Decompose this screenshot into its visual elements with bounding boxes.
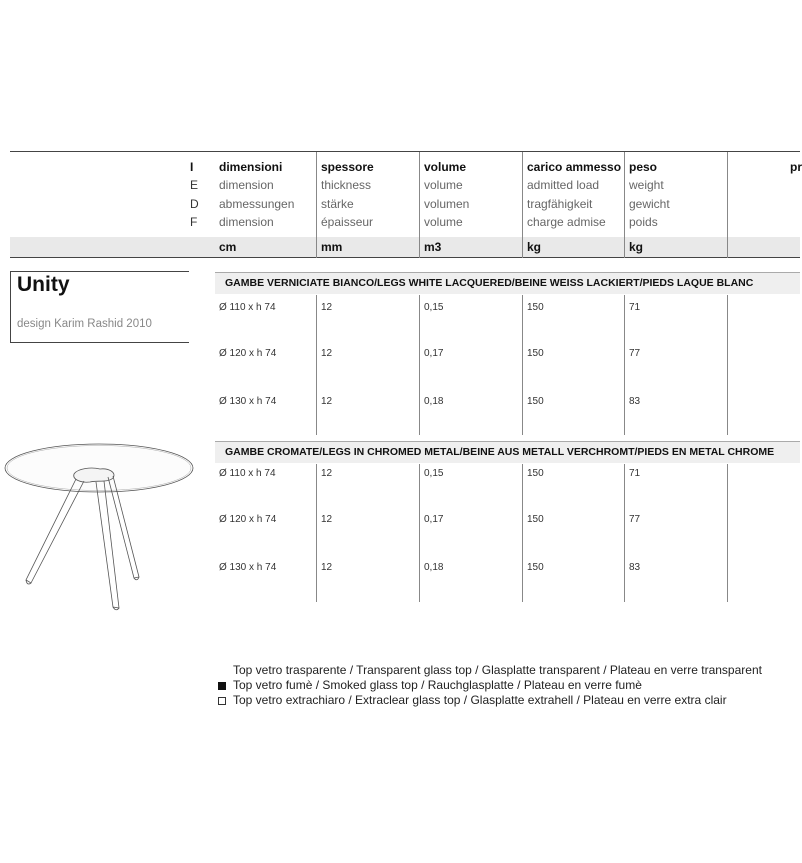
column-separator xyxy=(624,464,625,602)
header-col-dimensions xyxy=(219,158,294,231)
header-separator xyxy=(419,152,420,258)
header-label: épaisseur xyxy=(321,214,374,229)
cell-load: 150 xyxy=(527,348,544,359)
filled-square-icon xyxy=(218,682,226,690)
header-label: dimensioni xyxy=(219,160,283,174)
legend-item-extraclear xyxy=(218,693,762,708)
cell-volume: 0,17 xyxy=(424,514,444,525)
header-label: poids xyxy=(629,214,658,229)
product-name: Unity xyxy=(17,273,70,296)
cell-thickness: 12 xyxy=(321,514,333,525)
cell-dimensions: Ø 120 x h 74 xyxy=(219,514,277,525)
cell-weight: 77 xyxy=(629,514,641,525)
lang-code-fr: F xyxy=(190,214,198,229)
cell-dimensions: Ø 110 x h 74 xyxy=(219,468,276,479)
header-label: admitted load xyxy=(527,178,600,193)
header-label: peso xyxy=(629,160,658,174)
header-label: gewicht xyxy=(629,196,670,211)
cell-weight: 71 xyxy=(629,302,641,313)
cell-weight: 83 xyxy=(629,396,641,407)
lang-code-de: D xyxy=(190,196,199,211)
header-label: volume xyxy=(424,214,463,229)
column-separator xyxy=(727,464,728,602)
legend-item-smoked xyxy=(218,678,762,693)
cell-volume: 0,18 xyxy=(424,562,444,573)
language-codes xyxy=(190,158,202,231)
header-label: dimension xyxy=(219,178,274,193)
legend-item-transparent xyxy=(218,663,762,678)
cell-thickness: 12 xyxy=(321,562,333,573)
glass-options-legend xyxy=(218,663,762,708)
header-separator xyxy=(316,152,317,258)
header-col-load xyxy=(527,158,621,231)
cell-load: 150 xyxy=(527,302,544,313)
header-separator xyxy=(624,152,625,258)
cell-volume: 0,17 xyxy=(424,348,444,359)
column-separator xyxy=(419,295,420,435)
header-col-thickness xyxy=(321,158,374,231)
cell-thickness: 12 xyxy=(321,302,333,313)
units-band xyxy=(10,237,800,258)
cell-weight: 77 xyxy=(629,348,641,359)
header-label: dimension xyxy=(219,214,274,229)
header-label: volume xyxy=(424,178,463,193)
lang-code-en: E xyxy=(190,178,199,193)
cell-thickness: 12 xyxy=(321,396,333,407)
lang-code-it: I xyxy=(190,160,194,174)
header-label: weight xyxy=(629,178,664,193)
header-label: tragfähigkeit xyxy=(527,196,593,211)
header-label: stärke xyxy=(321,196,354,211)
header-separator xyxy=(727,152,728,258)
header-label: spessore xyxy=(321,160,374,174)
cell-volume: 0,15 xyxy=(424,468,444,479)
cell-load: 150 xyxy=(527,562,544,573)
legend-text: Top vetro extrachiaro / Extraclear glass top / Glasplatte extrahell / Plateau en verre extra clair xyxy=(233,693,727,707)
header-separator xyxy=(522,152,523,258)
cell-dimensions: Ø 120 x h 74 xyxy=(219,348,277,359)
unit-weight: kg xyxy=(629,240,644,254)
column-separator xyxy=(419,464,420,602)
round-glass-table-illustration xyxy=(0,430,205,615)
cell-volume: 0,15 xyxy=(424,302,444,313)
header-label: charge admise xyxy=(527,214,606,229)
column-separator xyxy=(316,464,317,602)
product-designer: design Karim Rashid 2010 xyxy=(17,318,152,330)
column-separator xyxy=(624,295,625,435)
column-separator xyxy=(316,295,317,435)
legend-text: Top vetro trasparente / Transparent glass top / Glasplatte transparent / Plateau en verre transparent xyxy=(233,663,762,677)
header-label: volumen xyxy=(424,196,470,211)
section-title-white-lacquered: GAMBE VERNICIATE BIANCO/LEGS WHITE LACQUERED/BEINE WEISS LACKIERT/PIEDS LAQUE BLANC xyxy=(225,277,754,289)
column-separator xyxy=(522,295,523,435)
cell-dimensions: Ø 110 x h 74 xyxy=(219,302,276,313)
cell-weight: 71 xyxy=(629,468,641,479)
header-label-cutoff: pr xyxy=(790,160,802,174)
unit-volume: m3 xyxy=(424,240,442,254)
header-col-volume xyxy=(424,158,469,231)
header-label: carico ammesso xyxy=(527,160,622,174)
header-col-cutoff xyxy=(790,158,802,176)
column-separator xyxy=(522,464,523,602)
cell-dimensions: Ø 130 x h 74 xyxy=(219,396,277,407)
empty-square-icon xyxy=(218,697,226,705)
legend-blank-marker xyxy=(218,667,226,675)
header-label: volume xyxy=(424,160,467,174)
unit-thickness: mm xyxy=(321,240,343,254)
unit-dimensions: cm xyxy=(219,240,237,254)
cell-thickness: 12 xyxy=(321,348,333,359)
header-top-rule xyxy=(10,151,800,152)
cell-volume: 0,18 xyxy=(424,396,444,407)
legend-text: Top vetro fumè / Smoked glass top / Rauchglasplatte / Plateau en verre fumè xyxy=(233,678,642,692)
header-label: abmessungen xyxy=(219,196,295,211)
header-label: thickness xyxy=(321,178,372,193)
cell-dimensions: Ø 130 x h 74 xyxy=(219,562,277,573)
column-separator xyxy=(727,295,728,435)
header-col-weight xyxy=(629,158,670,231)
cell-thickness: 12 xyxy=(321,468,333,479)
cell-load: 150 xyxy=(527,514,544,525)
unit-load: kg xyxy=(527,240,542,254)
cell-load: 150 xyxy=(527,396,544,407)
cell-load: 150 xyxy=(527,468,544,479)
section-title-chromed-metal: GAMBE CROMATE/LEGS IN CHROMED METAL/BEINE AUS METALL VERCHROMT/PIEDS EN METAL CHROME xyxy=(225,446,775,458)
cell-weight: 83 xyxy=(629,562,641,573)
